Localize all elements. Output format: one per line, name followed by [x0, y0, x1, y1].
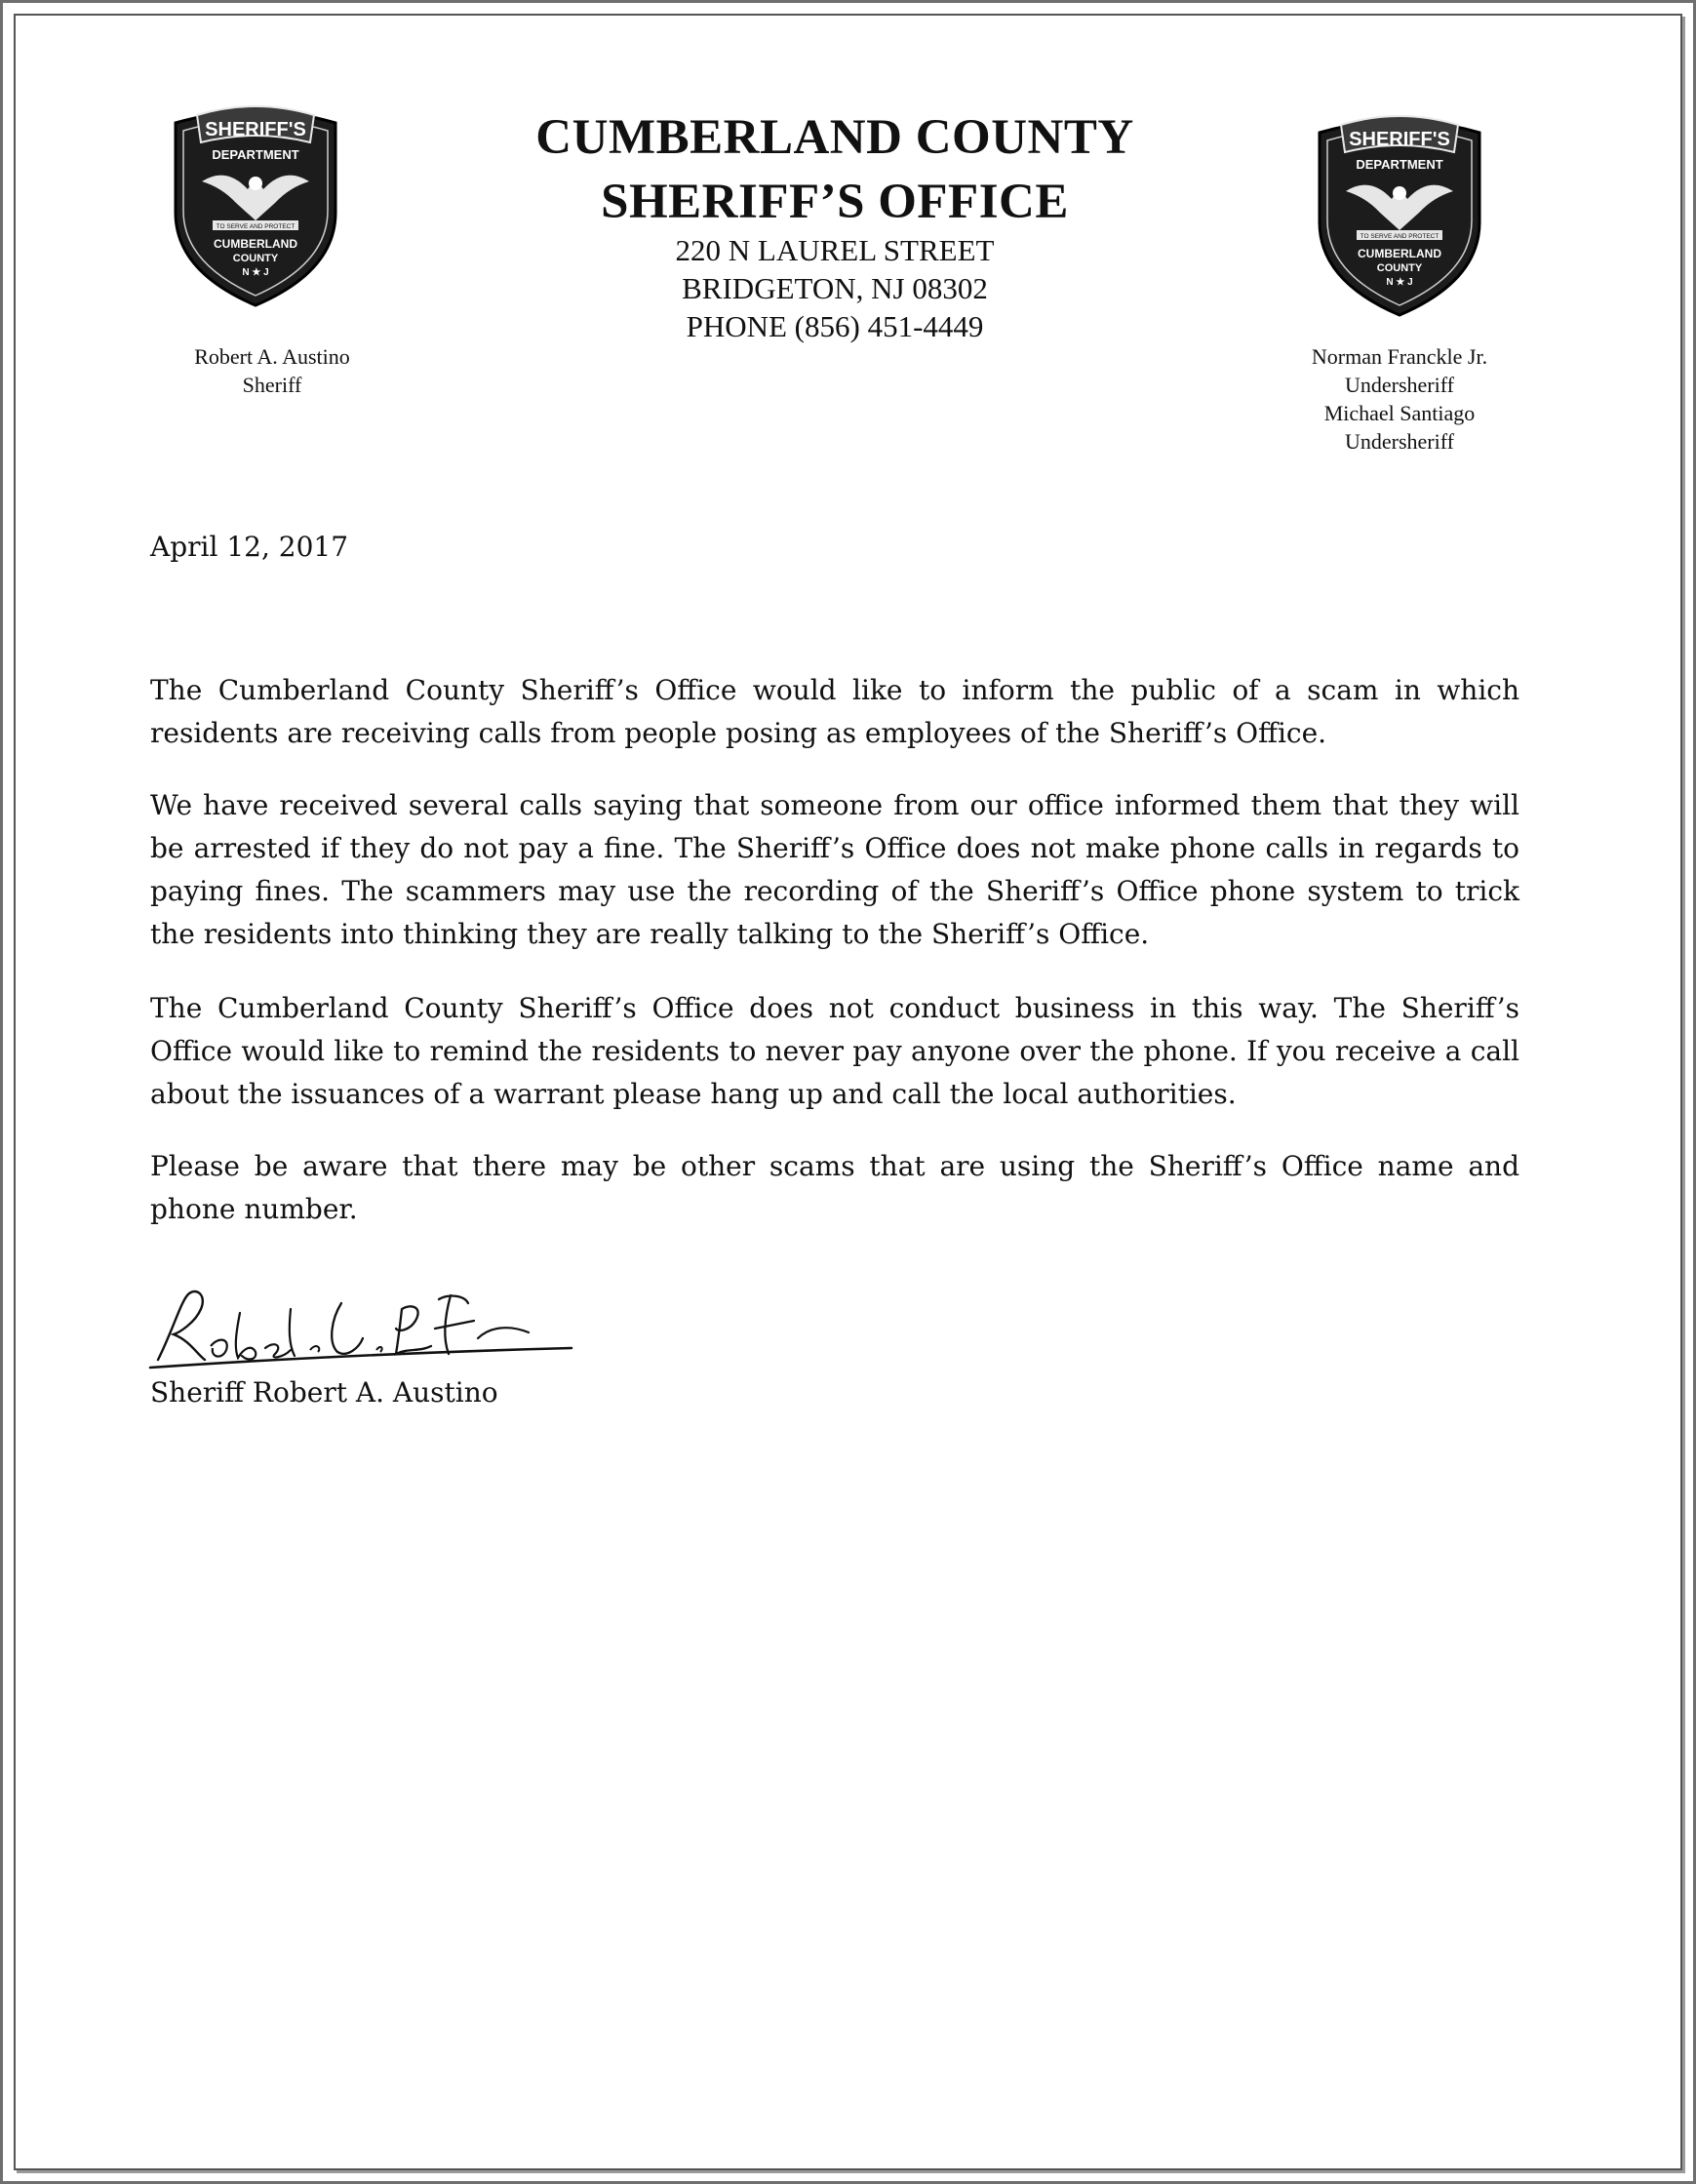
- letter-paragraph: The Cumberland County Sheriff’s Office does not conduct business in this way. The Sheriff’s Office would like to remind the residents to never pay anyone over the phone. If you receive a call about the issuances of a warrant please hang up and call the local authorities.: [150, 992, 1519, 1110]
- right-officials-block: [1258, 342, 1541, 456]
- badge-top-text: SHERIFF'S: [205, 119, 306, 140]
- undersheriff-title: Undersheriff: [1345, 429, 1454, 454]
- letter-paragraph: We have received several calls saying that someone from our office informed them that they will be arrested if they do not pay a fine. The Sheriff’s Office does not make phone calls in regards to paying fines. The scammers may use the recording of the Sheriff’s Office phone system to trick the residents into thinking they are really talking to the Sheriff’s Office.: [150, 789, 1519, 950]
- badge-motto-text: TO SERVE AND PROTECT: [216, 223, 296, 230]
- signature-name: Sheriff Robert A. Austino: [150, 1376, 498, 1409]
- badge-county-line2: COUNTY: [232, 253, 279, 264]
- letter-paragraph: The Cumberland County Sheriff’s Office would like to inform the public of a scam in which residents are receiving calls from people posing as employees of the Sheriff’s Office.: [150, 674, 1519, 749]
- badge-top-text: SHERIFF'S: [1349, 129, 1450, 150]
- badge-state-text: N ★ J: [1386, 277, 1413, 288]
- letter-date: April 12, 2017: [150, 531, 349, 563]
- sheriff-badge-right-icon: [1312, 115, 1487, 320]
- badge-dept-text: DEPARTMENT: [212, 147, 299, 162]
- letterhead-title-line2: SHERIFF’S OFFICE: [601, 175, 1069, 229]
- handwritten-signature: [146, 1270, 585, 1377]
- sheriff-badge-left-icon: [168, 105, 343, 310]
- badge-county-line2: COUNTY: [1376, 262, 1423, 274]
- undersheriff-name: Norman Franckle Jr.: [1311, 344, 1488, 369]
- letterhead-address-city: BRIDGETON, NJ 08302: [682, 271, 988, 305]
- letterhead-title-line1: CUMBERLAND COUNTY: [535, 110, 1134, 165]
- letterhead-address-street: 220 N LAUREL STREET: [675, 233, 995, 267]
- badge-county-line1: CUMBERLAND: [1358, 247, 1441, 260]
- letterhead-phone: PHONE (856) 451-4449: [686, 309, 984, 343]
- left-official-block: [137, 342, 408, 399]
- badge-state-text: N ★ J: [242, 267, 269, 278]
- badge-motto-text: TO SERVE AND PROTECT: [1360, 233, 1440, 240]
- badge-dept-text: DEPARTMENT: [1356, 157, 1443, 172]
- sheriff-title: Sheriff: [242, 373, 302, 397]
- letter-paragraph: Please be aware that there may be other scams that are using the Sheriff’s Office name and phone number.: [150, 1150, 1519, 1225]
- badge-county-line1: CUMBERLAND: [214, 237, 297, 251]
- sheriff-name: Robert A. Austino: [194, 344, 350, 369]
- undersheriff-name: Michael Santiago: [1323, 401, 1476, 425]
- undersheriff-title: Undersheriff: [1345, 373, 1454, 397]
